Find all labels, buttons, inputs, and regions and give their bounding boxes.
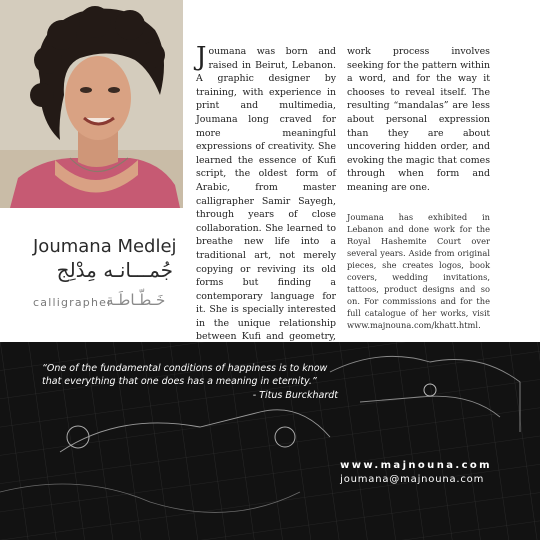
calligraphy-background-panel (0, 342, 540, 540)
bio-text-1: oumana was born and raised in Beirut, Lebanon. A graphic designer by training, with experience in print and multimedia, Joumana long craved for more meaningful expressions of creativity. She learned the essence of Kufi script, the oldest form of Arabic, from master calligrapher Samir Sayegh, through years of close collaboration. She learned to breathe new life into a traditional art, not merely copying or reviving its old forms but finding a contemporary language for it. She is specially interested in the unique relationship between Kufi and geometry, (196, 46, 336, 343)
website-link[interactable]: www.majnouna.com (340, 460, 492, 471)
bio-text-2: work process involves seeking for the pattern within a word, and for the way it chooses to reveal itself. The resulting “mandalas” are less about personal expression than they are about uncovering hidden order, and evoking the magic that comes through when form and meaning are one. (347, 46, 490, 193)
portrait-illustration (0, 0, 183, 208)
name-english: Joumana Medlej (33, 236, 177, 257)
quote-author: - Titus Burckhardt (252, 390, 338, 401)
bio-column-2 (347, 45, 490, 331)
portrait-photo (0, 0, 183, 208)
dropcap: J (196, 42, 207, 72)
quote-text: “One of the fundamental conditions of happiness is to know that everything that one does has a meaning in eternity.” (42, 363, 328, 387)
role-english: calligrapher (33, 296, 113, 309)
bio-text-exhibitions: Joumana has exhibited in Lebanon and done work for the Royal Hashemite Court over several years. Aside from original pieces, she creates logos, book covers, wedding invitations, tattoos, product designs and so on. For commissions and for the full catalogue of her works, visit www.majnouna.com/khatt.html. (347, 211, 490, 330)
email-link[interactable]: joumana@majnouna.com (340, 474, 485, 485)
name-arabic: جُمـــانـه مِدْلِج (56, 258, 173, 282)
role-arabic: خَـطّـاطَـة (106, 291, 166, 309)
name-block (0, 208, 183, 341)
bio-column-1 (196, 42, 336, 358)
contact-info (340, 459, 492, 487)
